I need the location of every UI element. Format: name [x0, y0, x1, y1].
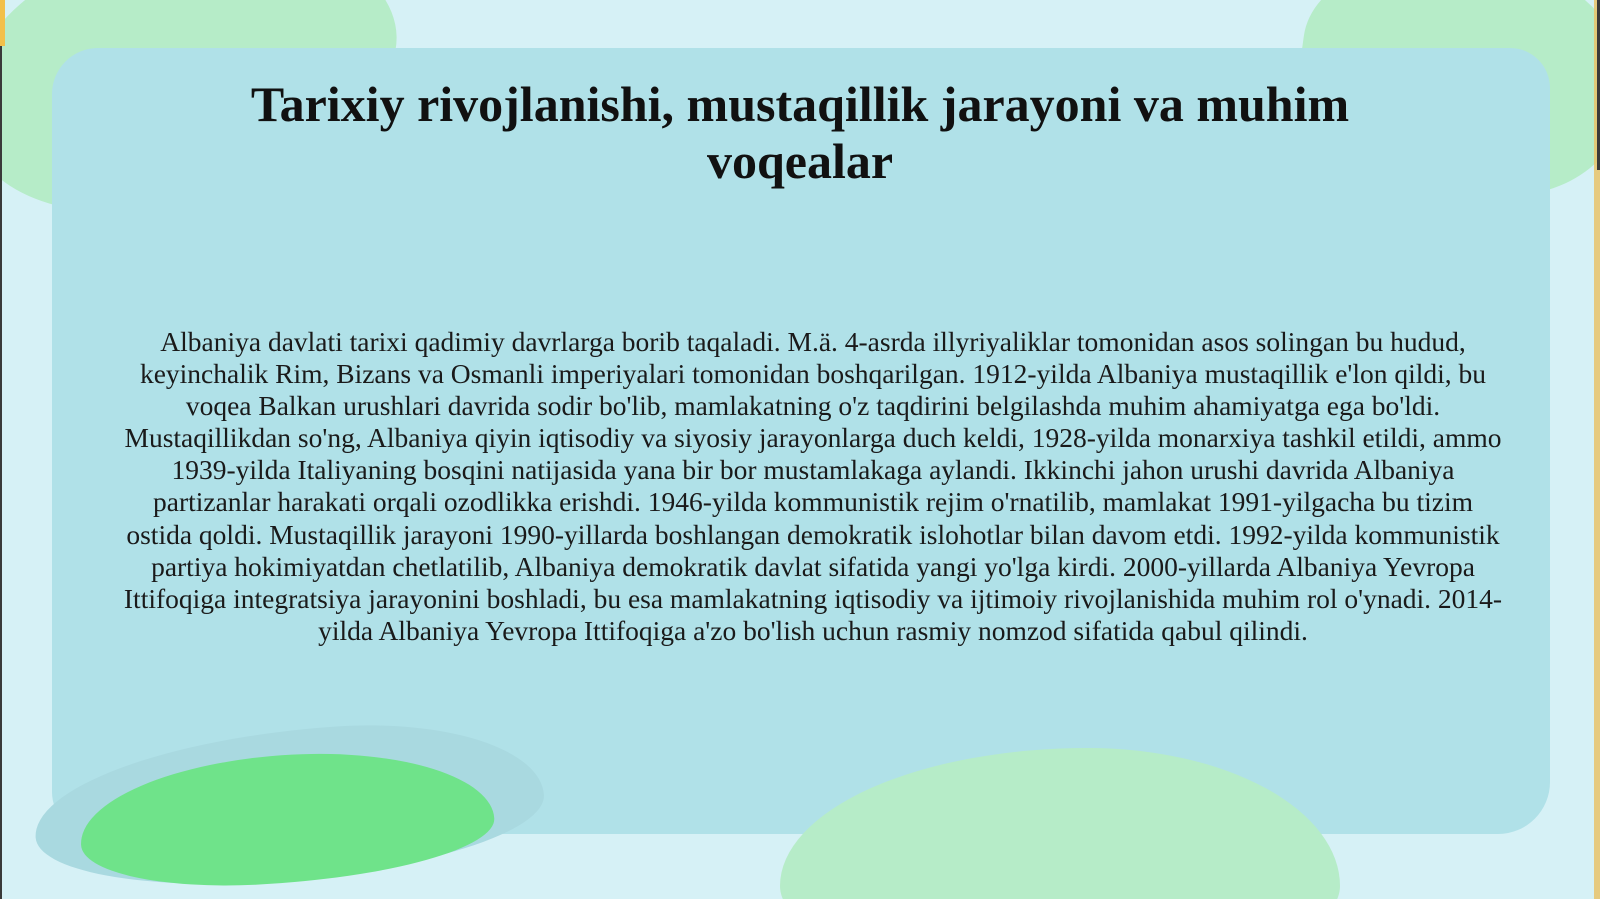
- slide-title: Tarixiy rivojlanishi, mustaqillik jarayoni va muhim voqealar: [250, 76, 1350, 189]
- slide-body-text: Albaniya davlati tarixi qadimiy davrlarga borib taqaladi. M.ä. 4-asrda illyriyaliklar tomonidan asos solingan bu hudud, keyinchalik Rim, Bizans va Osmanli imperiyalari tomonidan boshqarilgan. 1912-yilda Albaniya mustaqillik e'lon qildi, bu voqea Balkan urushlari davrida sodir bo'lib, mamlakatning o'z taqdirini belgilashda muhim ahamiyatga ega bo'ldi. Mustaqillikdan so'ng, Albaniya qiyin iqtisodiy va siyosiy jarayonlarga duch keldi, 1928-yilda monarxiya tashkil etildi, ammo 1939-yilda Italiyaning bosqini natijasida yana bir bor mustamlakaga aylandi. Ikkinchi jahon urushi davrida Albaniya partizanlar harakati orqali ozodlikka erishdi. 1946-yilda kommunistik rejim o'rnatilib, mamlakat 1991-yilgacha bu tizim ostida qoldi. Mustaqillik jarayoni 1990-yillarda boshlangan demokratik islohotlar bilan davom etdi. 1992-yilda kommunistik partiya hokimiyatdan chetlatilib, Albaniya demokratik davlat sifatida yangi yo'lga kirdi. 2000-yillarda Albaniya Yevropa Ittifoqiga integratsiya jarayonini boshladi, bu esa mamlakatning iqtisodiy va ijtimoiy rivojlanishida muhim rol o'ynadi. 2014-yilda Albaniya Yevropa Ittifoqiga a'zo bo'lish uchun rasmiy nomzod sifatida qabul qilindi.: [123, 326, 1503, 646]
- left-edge-border: [0, 0, 2, 899]
- top-left-accent-strip: [0, 0, 5, 46]
